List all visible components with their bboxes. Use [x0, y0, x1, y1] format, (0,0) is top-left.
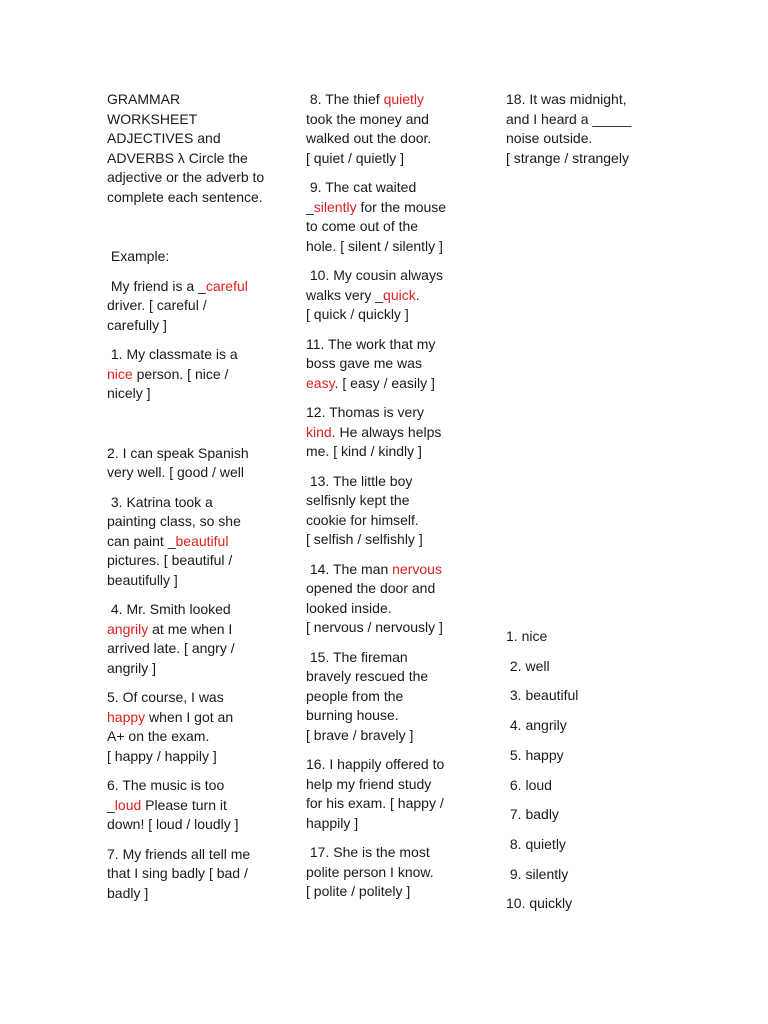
example-answer: careful: [205, 277, 248, 294]
question-15: 15. The fireman bravely rescued the people from the burning house. [ brave / bravely ]: [306, 648, 429, 743]
answer-6: loud: [114, 796, 142, 813]
answer-key-item: 10. quickly: [506, 895, 573, 912]
question-7: 7. My friends all tell me that I sing badly [ bad / badly ]: [107, 845, 251, 901]
answer-4: angrily: [107, 620, 149, 637]
answer-14: nervous: [392, 560, 442, 577]
answer-1: nice: [107, 365, 133, 382]
answer-8: quietly: [383, 91, 425, 107]
worksheet-title: GRAMMAR WORKSHEET ADJECTIVES and ADVERBS λ Circle the adjective or the adverb to complete each sentence.: [107, 91, 265, 205]
question-1: 1. My classmate is a nice person. [ nice / nicely ]: [107, 346, 238, 401]
question-17: 17. She is the most polite person I know. [ polite / politely ]: [306, 844, 434, 899]
question-8: 8. The thief quietly took the money and walked out the door. [ quiet / quietly ]: [306, 91, 432, 166]
column-2: [306, 90, 471, 902]
question-2: 2. I can speak Spanish very well. [ good / well: [107, 444, 249, 480]
answer-5: happy: [107, 708, 146, 725]
question-11: 11. The work that my boss gave me was easy. [ easy / easily ]: [306, 335, 436, 391]
question-14: 14. The man nervous opened the door and looked inside. [ nervous / nervously ]: [306, 560, 443, 635]
answer-key-item: 9. silently: [506, 865, 569, 882]
answer-key-item: 4. angrily: [506, 717, 567, 734]
answer-key-item: 8. quietly: [506, 835, 566, 852]
answer-9: silently: [313, 198, 357, 215]
question-9: 9. The cat waited _silently for the mouse to come out of the hole. [ silent / silently ]: [306, 179, 447, 254]
answer-11: easy: [306, 374, 335, 391]
question-10: 10. My cousin always walks very _quick. [ quick / quickly ]: [306, 267, 443, 322]
question-18: 18. It was midnight, and I heard a _____ noise outside. [ strange / strangely: [506, 91, 632, 166]
answer-10: quick: [383, 286, 416, 303]
question-3: 3. Katrina took a painting class, so she can paint _beautiful pictures. [ beautiful / beautifully ]: [107, 493, 241, 588]
question-5: 5. Of course, I was happy when I got an A+ on the exam. [ happy / happily ]: [107, 689, 234, 764]
answer-key: [506, 622, 656, 919]
answer-3: beautiful: [175, 532, 229, 549]
answer-12: kind: [306, 423, 332, 440]
column-3: [506, 90, 656, 168]
question-16: 16. I happily offered to help my friend study for his exam. [ happy / happily ]: [306, 756, 445, 831]
example-pre: My friend is a _: [107, 277, 206, 294]
column-1: [107, 90, 272, 903]
question-13: 13. The little boy selfisnly kept the cookie for himself. [ selfish / selfishly ]: [306, 472, 423, 547]
answer-key-item: 3. beautiful: [506, 687, 579, 704]
answer-key-item: 2. well: [506, 657, 550, 674]
example-post: driver. [ careful / carefully ]: [107, 297, 207, 333]
answer-key-item: 1. nice: [506, 628, 548, 644]
question-6: 6. The music is too _loud Please turn it down! [ loud / loudly ]: [107, 777, 239, 832]
answer-key-item: 7. badly: [506, 806, 559, 823]
question-4: 4. Mr. Smith looked angrily at me when I arrived late. [ angry / angrily ]: [107, 601, 235, 676]
example-label: Example:: [107, 248, 170, 264]
answer-key-item: 6. loud: [506, 776, 552, 793]
answer-key-item: 5. happy: [506, 746, 564, 763]
example-sentence: [107, 277, 272, 336]
question-12: 12. Thomas is very kind. He always helps me. [ kind / kindly ]: [306, 404, 442, 459]
